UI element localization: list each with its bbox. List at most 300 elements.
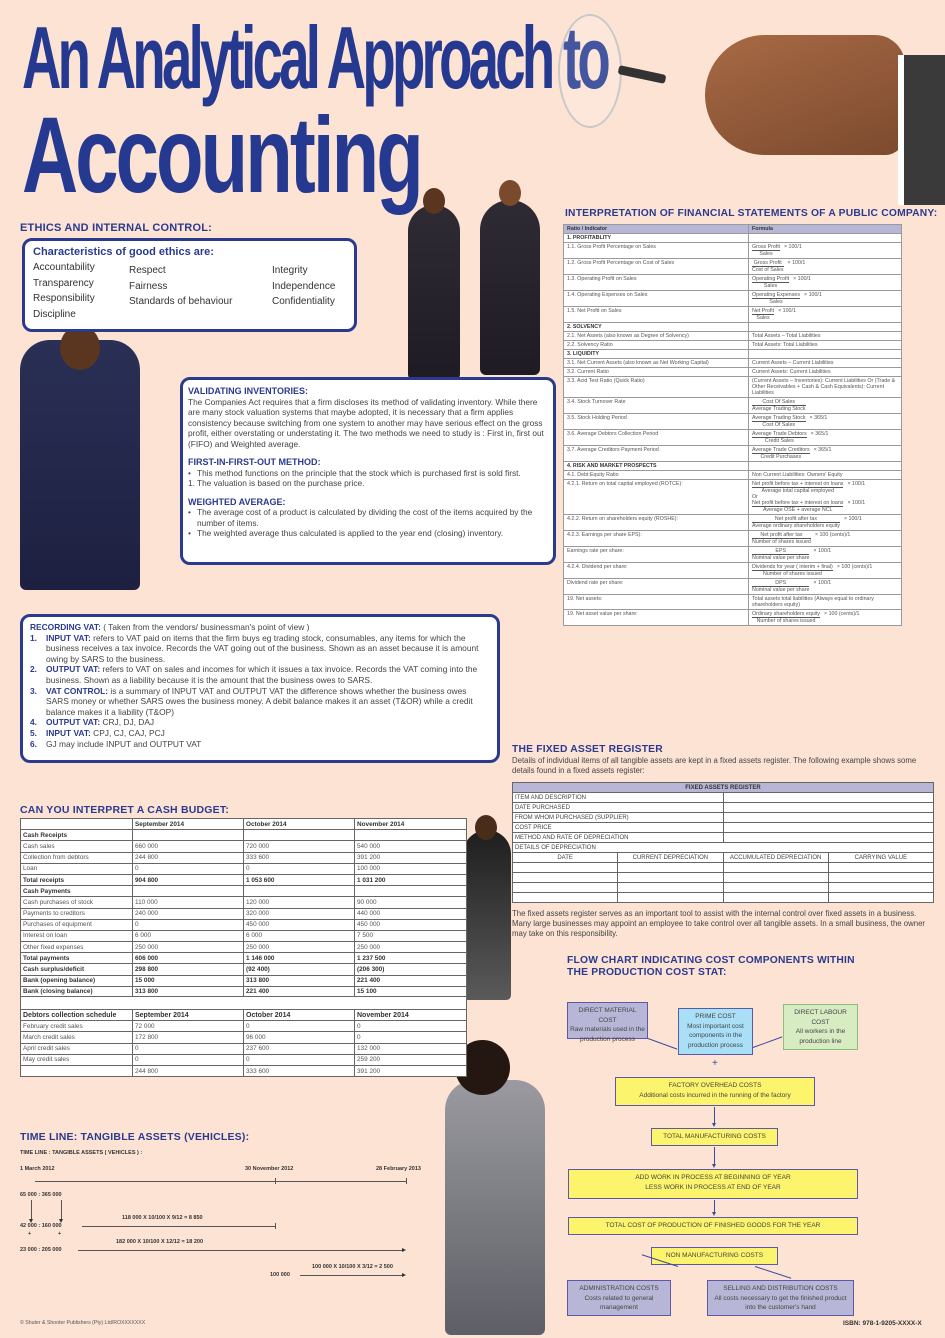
- formula-multiplier: × 100/1: [813, 548, 832, 554]
- fraction-denominator: Cost of Sales: [752, 267, 784, 273]
- register-empty-cell: [513, 873, 618, 883]
- fraction-denominator: Average Trading Stock: [752, 406, 806, 412]
- ratio-name: 2.1. Net Assets (also known as Degree of Solvency): [564, 332, 749, 341]
- ratio-row: [564, 480, 902, 515]
- ratio-formula: Non Current Liabilities: Owners' Equity: [749, 471, 902, 480]
- register-field-row: [513, 813, 934, 823]
- cash-budget-cell: Bank (opening balance): [21, 975, 133, 986]
- timeline-date-start: 1 March 2012: [20, 1166, 55, 1172]
- ratio-formula: [749, 480, 902, 515]
- isbn-label: ISBN: 978-1-9205-XXXX-X: [843, 1320, 922, 1327]
- vat-item-label: VAT CONTROL:: [46, 685, 109, 696]
- fraction-denominator: Average total capital employed: [761, 488, 834, 494]
- vat-item-number: 6.: [30, 738, 37, 749]
- plus-icon: +: [712, 1058, 718, 1069]
- ratio-name: 1.3. Operating Profit on Sales: [564, 275, 749, 291]
- fraction-denominator: Sales: [769, 299, 783, 305]
- vat-title-note: ( Taken from the vendors/ businessman's point of view ): [100, 622, 310, 632]
- register-column-headers: [513, 853, 934, 863]
- ratio-formula: [749, 515, 902, 531]
- down-arrow-icon: [714, 1107, 715, 1124]
- register-empty-cell: [618, 873, 723, 883]
- ethics-item: Responsibility: [33, 293, 95, 304]
- inventories-title: VALIDATING INVENTORIES:: [188, 386, 309, 396]
- fraction-numerator: Cost Of Sales: [752, 399, 806, 406]
- formula-fraction: [752, 481, 843, 494]
- ratio-row: [564, 515, 902, 531]
- fixed-assets-title: THE FIXED ASSET REGISTER: [512, 744, 663, 755]
- cash-budget-cell: 660 000: [133, 841, 244, 852]
- fraction-denominator: Sales: [763, 283, 778, 289]
- formula-or: Or: [752, 494, 758, 500]
- cash-budget-cell: Total payments: [21, 953, 133, 964]
- ethics-subtitle: Characteristics of good ethics are:: [33, 246, 214, 258]
- register-field-label: ITEM AND DESCRIPTION: [513, 793, 724, 803]
- direct-labour-desc: All workers in the production line: [795, 1028, 846, 1045]
- vat-item-body: [46, 686, 490, 718]
- fraction-denominator: Nominal value per share: [752, 555, 810, 561]
- register-empty-cell: [513, 863, 618, 873]
- register-title-row: [513, 783, 934, 793]
- vat-item-body: [46, 739, 201, 750]
- cash-budget-cell: 450 000: [244, 919, 355, 930]
- cash-budget-cell: Cash purchases of stock: [21, 897, 133, 908]
- cash-budget-cell: [133, 886, 244, 897]
- vat-item: [30, 717, 490, 728]
- fraction-denominator: Number of shares issued: [756, 618, 816, 624]
- formula-multiplier: × 100/1: [847, 500, 866, 506]
- formula-fraction: [752, 308, 774, 321]
- ratio-row: [564, 323, 902, 332]
- vat-item-text: is a summary of INPUT VAT and OUTPUT VAT the difference shows whether the business owes SARS money or whether SARS owes the business money. A debit balance makes it an asset (T&OR) while a credit balance makes it a liability (T&OP): [46, 685, 473, 717]
- debtors-cell: May credit sales: [21, 1054, 133, 1065]
- cash-budget-cell: 15 000: [133, 975, 244, 986]
- ratio-formula: [749, 547, 902, 563]
- cash-budget-cell: 540 000: [355, 841, 467, 852]
- timeline-tick-end: [406, 1178, 407, 1184]
- timeline-row3-line: [78, 1250, 404, 1251]
- fraction-denominator: Nominal value per share: [752, 587, 810, 593]
- ratio-name: 4.2.3. Earnings per share EPS):: [564, 531, 749, 547]
- ratio-formula: [749, 323, 902, 332]
- register-field-row: [513, 803, 934, 813]
- formula-header: Formula: [749, 225, 902, 234]
- fifo-point: 1. The valuation is based on the purchase price.: [188, 478, 365, 488]
- arrow-to-selling: [755, 1266, 791, 1279]
- ratio-row: [564, 368, 902, 377]
- ratio-name: 19. Net asset value per share:: [564, 610, 749, 626]
- formula-multiplier: × 365/1: [809, 415, 828, 421]
- formula-multiplier: × 365/1: [813, 447, 832, 453]
- register-empty-row: [513, 873, 934, 883]
- timeline-title: TIME LINE: TANGIBLE ASSETS (VEHICLES):: [20, 1131, 250, 1143]
- total-manufacturing-box: TOTAL MANUFACTURING COSTS: [651, 1128, 778, 1146]
- debtors-cell: 0: [244, 1021, 355, 1032]
- ratio-row: [564, 291, 902, 307]
- debtors-header: October 2014: [244, 1010, 355, 1021]
- cash-budget-cell: 1 237 500: [355, 953, 467, 964]
- fraction-numerator: Net profit after tax: [752, 516, 840, 523]
- debtors-cell: 244 800: [133, 1065, 244, 1076]
- debtors-cell: 0: [244, 1054, 355, 1065]
- fraction-numerator: Operating Profit: [752, 276, 790, 282]
- ratio-row: [564, 341, 902, 350]
- cash-budget-header-row: [21, 819, 467, 830]
- formula-multiplier: × 100 (cents)/1: [836, 564, 873, 570]
- factory-overhead-title: FACTORY OVERHEAD COSTS: [668, 1082, 762, 1089]
- debtors-cell: 259 200: [355, 1054, 467, 1065]
- formula-multiplier: × 100/1: [847, 481, 866, 487]
- timeline-row2-end-tick: [275, 1223, 276, 1229]
- formula-fraction: [752, 431, 807, 444]
- debtors-row: [21, 1032, 467, 1043]
- cash-budget-header: November 2014: [355, 819, 467, 830]
- ratio-name: 3.1. Net Current Assets (also known as Net Working Capital): [564, 359, 749, 368]
- ratio-row: [564, 259, 902, 275]
- admin-desc: Costs related to general management: [584, 1294, 654, 1311]
- wip-add: ADD WORK IN PROCESS AT BEGINNING OF YEAR: [635, 1174, 791, 1181]
- cash-budget-cell: 250 000: [244, 942, 355, 953]
- cash-budget-cell: 100 000: [355, 863, 467, 874]
- ratio-row: [564, 471, 902, 480]
- formula-fraction: [752, 292, 800, 305]
- cash-budget-cell: 0: [133, 919, 244, 930]
- ratio-name: 1. PROFITABLITY: [564, 234, 749, 243]
- weighted-average-title: WEIGHTED AVERAGE:: [188, 496, 286, 507]
- ratio-name: 4.2.4. Dividend per share:: [564, 563, 749, 579]
- prime-cost-box: [678, 1008, 753, 1055]
- register-field-label: METHOD AND RATE OF DEPRECIATION: [513, 833, 724, 843]
- cash-budget-row: [21, 930, 467, 941]
- vat-item: [30, 633, 490, 665]
- debtors-cell: [21, 1065, 133, 1076]
- register-empty-cell: [828, 893, 933, 903]
- debtors-header-row: [21, 1010, 467, 1021]
- ethics-item: Fairness: [129, 280, 168, 292]
- register-empty-cell: [723, 883, 828, 893]
- weighted-average-list: [188, 507, 548, 539]
- ratio-formula: [749, 462, 902, 471]
- ethics-item: Confidentiality: [272, 296, 335, 307]
- cash-budget-cell: Interest on loan: [21, 930, 133, 941]
- fraction-numerator: Net profit before tax + interest on loans: [752, 500, 844, 506]
- ratio-formula: [749, 307, 902, 323]
- formula-fraction: [752, 500, 843, 513]
- vat-title: RECORDING VAT:: [30, 622, 101, 632]
- ratio-name: 3.3. Acid Test Ratio (Quick Ratio): [564, 377, 749, 398]
- formula-multiplier: × 100/1: [787, 260, 806, 266]
- ethics-item: Accountability: [33, 262, 95, 273]
- cash-budget-header: September 2014: [133, 819, 244, 830]
- man-with-magnifier-photo: [20, 340, 140, 590]
- copyright-label: © Shuter & Shooter Publishers (Pty) Ltd/ROXXXXXXX: [20, 1320, 146, 1326]
- register-field-label: COST PRICE: [513, 823, 724, 833]
- flowchart-title: FLOW CHART INDICATING COST COMPONENTS WITHIN THE PRODUCTION COST STAT:: [567, 955, 855, 978]
- fraction-numerator: Average Trade Creditors: [752, 447, 810, 453]
- ratio-name: 3.6. Average Debtors Collection Period: [564, 430, 749, 446]
- cash-budget-cell: [244, 830, 355, 841]
- cash-budget-row: [21, 852, 467, 863]
- ratio-row: [564, 414, 902, 430]
- register-field-label: DATE PURCHASED: [513, 803, 724, 813]
- direct-material-desc: Raw materials used in the production process: [570, 1026, 645, 1043]
- ratio-name: 3. LIQUIDITY: [564, 350, 749, 359]
- ratio-name: 4. RISK AND MARKET PROSPECTS: [564, 462, 749, 471]
- fraction-denominator: Average ordinary shareholders equity: [752, 523, 840, 529]
- ratio-formula: Current Assets: Current Liabilities: [749, 368, 902, 377]
- timeline-down-line: [31, 1200, 32, 1220]
- debtors-cell: 0: [133, 1054, 244, 1065]
- businesswoman-head: [423, 188, 445, 214]
- ratio-formula: Total Assets: Total Liabilities: [749, 341, 902, 350]
- ratios-table: [563, 224, 902, 626]
- ratio-name: 1.2. Gross Profit Percentage on Cost of Sales: [564, 259, 749, 275]
- magnifier-handle-icon: [618, 65, 667, 84]
- cash-budget-header: [21, 819, 133, 830]
- selling-distribution-box: [707, 1280, 854, 1316]
- ratio-name: 3.5. Stock Holding Period: [564, 414, 749, 430]
- ratio-formula: [749, 398, 902, 414]
- cash-budget-cell: 120 000: [244, 897, 355, 908]
- fixed-assets-outro: The fixed assets register serves as an important tool to assist with the internal control over fixed assets in a business. Many large businesses may appoint an employee to take control over all tangible assets. In a small business, the owner may take on this responsibility.: [512, 909, 926, 938]
- smiling-woman-photo: [445, 1080, 545, 1335]
- cash-budget-cell: 6 000: [133, 930, 244, 941]
- cash-budget-row: [21, 897, 467, 908]
- cash-budget-row: [21, 886, 467, 897]
- debtors-cell: 237 600: [244, 1043, 355, 1054]
- ratio-row: [564, 462, 902, 471]
- fraction-numerator: Average Trade Debtors: [752, 431, 807, 437]
- debtors-row: [21, 1021, 467, 1032]
- ethics-item: Respect: [129, 265, 166, 276]
- vat-item-body: [46, 664, 490, 685]
- ratio-formula: Total assets total liabilities (Always equal to ordinary shareholders equity): [749, 595, 902, 610]
- register-empty-cell: [828, 873, 933, 883]
- timeline-row3-calc: 182 000 X 10/100 X 12/12 = 18 200: [116, 1239, 204, 1245]
- down-arrow-icon: [714, 1147, 715, 1165]
- sleeve-photo: [898, 55, 945, 205]
- register-field-row: [513, 793, 934, 803]
- vat-item-body: [46, 717, 154, 728]
- cash-budget-cell: 450 000: [355, 919, 467, 930]
- debtors-cell: 0: [355, 1021, 467, 1032]
- ratio-formula: [749, 414, 902, 430]
- cash-budget-cell: 7 500: [355, 930, 467, 941]
- cash-budget-row: [21, 908, 467, 919]
- register-empty-cell: [513, 893, 618, 903]
- formula-fraction: [752, 415, 806, 428]
- timeline-row2-calc: 118 000 X 10/100 X 9/12 = 8 850: [122, 1215, 203, 1221]
- timeline-tick-mid: [275, 1178, 276, 1184]
- formula-fraction: [752, 611, 820, 624]
- register-column-header: CARRYING VALUE: [828, 853, 933, 863]
- ratio-row: [564, 359, 902, 368]
- cash-budget-cell: 221 400: [244, 986, 355, 997]
- register-column-header: DATE: [513, 853, 618, 863]
- weighted-average-point: • The average cost of a product is calculated by dividing the cost of the items acquired by the number of items.: [188, 507, 533, 528]
- non-manufacturing-box: NON MANUFACTURING COSTS: [651, 1247, 778, 1265]
- register-field-row: [513, 843, 934, 853]
- cash-budget-cell: 110 000: [133, 897, 244, 908]
- direct-labour-title: DIRECT LABOUR COST: [794, 1009, 847, 1026]
- arrow-material-to-prime: [648, 1038, 677, 1050]
- vat-item-body: [46, 728, 165, 739]
- cash-budget-header: October 2014: [244, 819, 355, 830]
- hand-photo: [705, 35, 905, 155]
- formula-fraction: [752, 399, 806, 412]
- formula-fraction: [752, 516, 840, 529]
- fifo-point: • This method functions on the principle that the stock which is purchased first is sold first.: [188, 467, 521, 478]
- timeline-axis: [35, 1181, 407, 1182]
- vat-item-body: [46, 633, 490, 665]
- cash-budget-cell: 904 800: [133, 874, 244, 885]
- cash-budget-cell: 333 600: [244, 852, 355, 863]
- ratio-formula: [749, 275, 902, 291]
- register-empty-cell: [723, 873, 828, 883]
- ratio-formula: [749, 291, 902, 307]
- right-arrow-icon: [402, 1273, 406, 1277]
- formula-multiplier: × 100/1: [778, 308, 796, 314]
- fraction-denominator: Sales: [759, 251, 773, 257]
- cash-budget-cell: 720 000: [244, 841, 355, 852]
- ratio-name: 1.4. Operating Expenses on Sales: [564, 291, 749, 307]
- ratio-name: 3.4. Stock Turnover Rate: [564, 398, 749, 414]
- debtors-cell: 0: [133, 1043, 244, 1054]
- ratio-formula: [749, 531, 902, 547]
- debtors-row: [21, 1065, 467, 1076]
- debtors-cell: February credit sales: [21, 1021, 133, 1032]
- timeline-row4-calc: 100 000 X 10/100 X 3/12 = 2 500: [312, 1264, 393, 1270]
- cash-budget-cell: 391 200: [355, 852, 467, 863]
- inventories-box: [180, 377, 556, 565]
- selling-desc: All costs necessary to get the finished product into the customer's hand: [714, 1294, 847, 1311]
- ethics-item: Transparency: [33, 277, 94, 289]
- vat-item: [30, 728, 490, 739]
- administration-costs-box: [567, 1280, 671, 1316]
- vat-item: [30, 686, 490, 718]
- fraction-denominator: Number of shares issued: [752, 539, 811, 545]
- ratio-row: [564, 377, 902, 398]
- businessman-head: [499, 180, 521, 206]
- register-empty-cell: [618, 883, 723, 893]
- cash-budget-cell: 0: [244, 863, 355, 874]
- register-field-row: [513, 833, 934, 843]
- cash-budget-cell: Total receipts: [21, 874, 133, 885]
- cash-budget-row: [21, 841, 467, 852]
- selling-title: SELLING AND DISTRIBUTION COSTS: [723, 1285, 838, 1292]
- formula-fraction: [752, 447, 810, 460]
- ratio-name: 19. Net assets:: [564, 595, 749, 610]
- cash-budget-cell: [244, 886, 355, 897]
- ratio-formula: [749, 579, 902, 595]
- debtors-cell: 172 800: [133, 1032, 244, 1043]
- ethics-item: Integrity: [272, 265, 308, 276]
- register-field-row: [513, 823, 934, 833]
- cash-budget-row: [21, 919, 467, 930]
- register-empty-cell: [723, 863, 828, 873]
- vat-item-number: 5.: [30, 727, 37, 738]
- inventories-intro: The Companies Act requires that a firm discloses its method of validating inventory. While there are many stock valuation systems that maybe adopted, it is necessary that a firm applies consistency because switching from one system to another may have serious effect on the gross profit, either overstating or understating it. The two methods we need to study is : First in, first out (FIFO) and Weighted average.: [188, 396, 544, 449]
- factory-overhead-box: [615, 1077, 815, 1106]
- cash-budget-row: [21, 942, 467, 953]
- register-field-value: [723, 793, 934, 803]
- formula-multiplier: × 100/1: [783, 244, 802, 250]
- ratio-row: [564, 234, 902, 243]
- register-empty-cell: [618, 893, 723, 903]
- debtors-cell: 391 200: [355, 1065, 467, 1076]
- debtors-header: Debtors collection schedule: [21, 1010, 133, 1021]
- cash-budget-cell: Other fixed expenses: [21, 942, 133, 953]
- vat-item-number: 1.: [30, 632, 37, 643]
- fraction-numerator: Gross Profit: [752, 244, 780, 250]
- vat-box: [20, 614, 500, 763]
- debtors-row: [21, 1043, 467, 1054]
- formula-multiplier: × 100 (cents)/1: [814, 532, 851, 538]
- fraction-numerator: Gross Profit: [753, 260, 782, 266]
- direct-material-title: DIRECT MATERIAL COST: [578, 1007, 637, 1024]
- cash-budget-cell: 6 000: [244, 930, 355, 941]
- ratio-formula: [749, 234, 902, 243]
- cash-budget-cell: 320 000: [244, 908, 355, 919]
- cash-budget-cell: [133, 830, 244, 841]
- ratio-name: Dividend rate per share:: [564, 579, 749, 595]
- debtors-header: September 2014: [133, 1010, 244, 1021]
- ethics-item: Discipline: [33, 308, 76, 320]
- formula-fraction: [752, 532, 811, 545]
- ratio-row: [564, 531, 902, 547]
- fraction-numerator: DPS: [752, 580, 809, 587]
- cash-budget-spacer: [20, 996, 467, 1010]
- ratio-name: 3.7. Average Creditors Payment Period: [564, 446, 749, 462]
- weighted-average-point: • The weighted average thus calculated is applied to the year end (closing) inventory.: [188, 528, 504, 538]
- fraction-numerator: Net Profit: [752, 308, 775, 314]
- right-arrow-icon: [402, 1248, 406, 1252]
- ethics-item: Standards of behaviour: [129, 296, 233, 307]
- formula-fraction: [752, 548, 809, 561]
- vat-item-label: INPUT VAT:: [46, 632, 91, 643]
- fraction-numerator: Ordinary shareholders equity: [752, 611, 821, 617]
- formula-fraction: [752, 276, 789, 289]
- debtors-cell: 0: [355, 1032, 467, 1043]
- formula-fraction: [752, 244, 780, 257]
- vat-item-text: refers to VAT paid on items that the firm buys eg trading stock, consumables, any items for which the business receives a tax invoice. Records the VAT going out of the business. Shown as an asset because it is amount owing by SARS to the business.: [46, 632, 479, 664]
- timeline-row4: 100 000: [270, 1272, 290, 1278]
- vat-item: [30, 664, 490, 685]
- debtors-cell: 132 000: [355, 1043, 467, 1054]
- formula-multiplier: × 365/1: [810, 431, 829, 437]
- register-field-value: [723, 823, 934, 833]
- ethics-box: [22, 238, 357, 332]
- ratio-row: [564, 563, 902, 579]
- down-arrow-icon: [714, 1200, 715, 1213]
- formula-multiplier: × 100/1: [804, 292, 822, 298]
- fraction-numerator: Average Trading Stock: [752, 415, 806, 421]
- ratio-name: 2.2. Solvency Ratio: [564, 341, 749, 350]
- timeline-row2: 42 000 : 160 000: [20, 1223, 62, 1229]
- fraction-denominator: Cost Of Sales: [762, 422, 796, 428]
- register-field-value: [723, 803, 934, 813]
- cash-budget-cell: 250 000: [133, 942, 244, 953]
- businesswoman-photo: [408, 205, 460, 380]
- ratio-row: [564, 307, 902, 323]
- ratio-row: [564, 398, 902, 414]
- fifo-title: FIRST-IN-FIRST-OUT METHOD:: [188, 457, 321, 467]
- timeline-plus: +: [28, 1231, 32, 1237]
- cash-budget-cell: 15 100: [355, 986, 467, 997]
- register-empty-row: [513, 883, 934, 893]
- fraction-numerator: Net profit before tax + interest on loans: [752, 481, 844, 487]
- formula-multiplier: × 100/1: [843, 516, 862, 522]
